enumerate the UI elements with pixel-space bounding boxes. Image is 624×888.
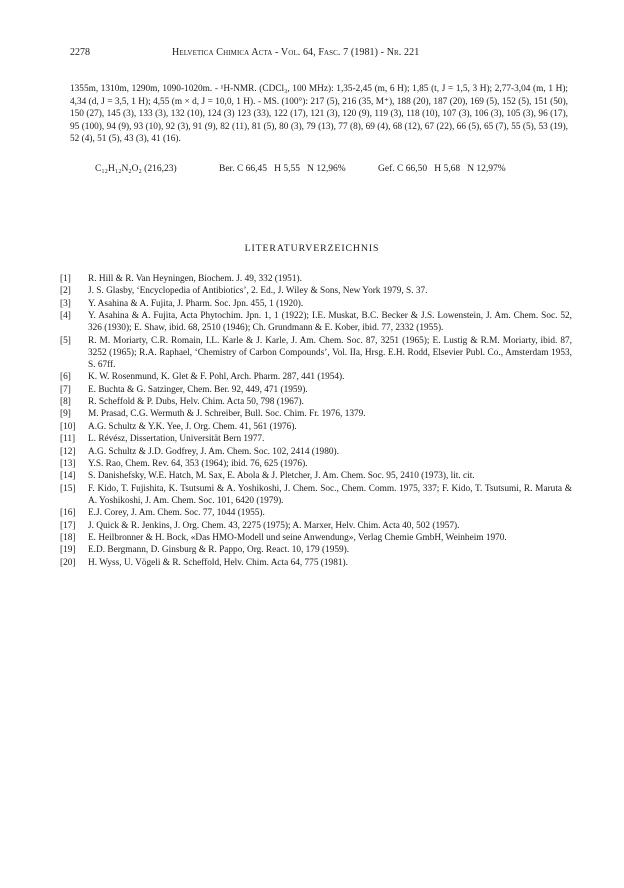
reference-text: J. Quick & R. Jenkins, J. Org. Chem. 43, 2275 (1975); A. Marxer, Helv. Chim. Acta 40, 502 (1957). xyxy=(88,520,460,531)
calculated-values: Ber. C 66,45 H 5,55 N 12,96% xyxy=(219,164,346,174)
reference-text: E.J. Corey, J. Am. Chem. Soc. 77, 1044 (1955). xyxy=(88,508,265,519)
reference-item xyxy=(60,408,572,420)
reference-item xyxy=(60,446,572,458)
reference-number: [11] xyxy=(60,434,76,445)
references-heading: LITERATURVERZEICHNIS xyxy=(244,243,380,254)
reference-number: [14] xyxy=(60,471,76,482)
reference-text: S. Danishefsky, W.E. Hatch, M. Sax, E. Abola & J. Pletcher, J. Am. Chem. Soc. 95, 2410 (1973), lit. cit. xyxy=(88,471,475,482)
reference-item xyxy=(60,310,572,334)
reference-number: [15] xyxy=(60,483,76,494)
reference-item xyxy=(60,273,572,285)
reference-number: [13] xyxy=(60,458,76,469)
reference-text: H. Wyss, U. Vögeli & R. Scheffold, Helv. Chim. Acta 64, 775 (1981). xyxy=(88,557,348,568)
reference-item xyxy=(60,532,572,544)
reference-item xyxy=(60,557,572,569)
reference-item xyxy=(60,371,572,383)
reference-text: M. Prasad, C.G. Wermuth & J. Schreiber, Bull. Soc. Chim. Fr. 1976, 1379. xyxy=(88,409,366,420)
reference-item xyxy=(60,507,572,519)
found-values: Gef. C 66,50 H 5,68 N 12,97% xyxy=(378,164,506,174)
reference-number: [1] xyxy=(60,274,71,284)
reference-number: [6] xyxy=(60,372,71,383)
reference-item xyxy=(60,298,572,310)
journal-citation: Helvetica Chimica Acta - Vol. 64, Fasc. 7 (1981) - Nr. 221 xyxy=(172,47,420,58)
reference-item xyxy=(60,396,572,408)
reference-text: E. Buchta & G. Satzinger, Chem. Ber. 92, 449, 471 (1959). xyxy=(88,384,308,395)
reference-item xyxy=(60,483,572,507)
reference-item xyxy=(60,335,572,371)
reference-number: [7] xyxy=(60,384,71,395)
reference-text: R. Scheffold & P. Dubs, Helv. Chim. Acta 50, 798 (1967). xyxy=(88,397,304,408)
running-header xyxy=(70,46,570,60)
reference-text: E.D. Bergmann, D. Ginsburg & R. Pappo, Org. React. 10, 179 (1959). xyxy=(88,545,350,556)
reference-number: [18] xyxy=(60,533,76,544)
elemental-analysis-line xyxy=(95,162,575,176)
reference-item xyxy=(60,520,572,532)
reference-item xyxy=(60,421,572,433)
reference-number: [9] xyxy=(60,409,71,420)
reference-number: [5] xyxy=(60,335,71,346)
reference-text: Y. Asahina & A. Fujita, J. Pharm. Soc. Jpn. 455, 1 (1920). xyxy=(88,298,304,309)
reference-item xyxy=(60,384,572,396)
reference-text: F. Kido, T. Fujishita, K. Tsutsumi & A. Yoshikoshi, J. Chem. Soc., Chem. Comm. 1975, 337; F. Kido, T. Tsutsumi, R. Maruta & A. Yoshikoshi, J. Am. Chem. Soc. 101, 6420 (1979). xyxy=(88,483,572,506)
reference-text: A.G. Schultz & Y.K. Yee, J. Org. Chem. 41, 561 (1976). xyxy=(88,421,297,432)
reference-item xyxy=(60,433,572,445)
reference-number: [10] xyxy=(60,421,76,432)
reference-text: R. Hill & R. Van Heyningen, Biochem. J. 49, 332 (1951). xyxy=(88,274,302,284)
reference-number: [12] xyxy=(60,446,76,457)
reference-item xyxy=(60,470,572,482)
reference-text: A.G. Schultz & J.D. Godfrey, J. Am. Chem. Soc. 102, 2414 (1980). xyxy=(88,446,339,457)
spectral-data-paragraph: 1355m, 1310m, 1290m, 1090-1020m. - ¹H-NMR. (CDCl₃, 100 MHz): 1,35-2,45 (m, 6 H); 1,85 (t, J = 1,5, 3 H); 2,77-3,04 (m, 1 H); 4,34 (d, J = 3,5, 1 H); 4,55 (m × d, J = 10,0, 1 H). - MS. (100°): 217 (5), 216 (35, M⁺), 188 (20), 187 (20), 169 (5), 152 (5), 151 (50), 150 (27), 145 (3), 133 (3), 132 (10), 124 (3) 123 (33), 122 (17), 121 (3), 120 (9), 119 (3), 118 (10), 107 (3), 106 (3), 105 (3), 96 (17), 95 (100), 94 (9), 93 (10), 92 (3), 91 (9), 82 (11), 81 (5), 80 (3), 79 (13), 77 (8), 69 (4), 68 (12), 67 (22), 66 (5), 65 (7), 55 (5), 53 (19), 52 (4), 51 (5), 43 (3), 41 (16). xyxy=(70,84,568,145)
reference-item xyxy=(60,458,572,470)
reference-number: [20] xyxy=(60,557,76,568)
reference-text: R. M. Moriarty, C.R. Romain, I.L. Karle & J. Karle, J. Am. Chem. Soc. 87, 3251 (1965); E. Lustig & R.M. Moriarty, ibid. 87, 3252 (1965); R.A. Raphael, ‘Chemistry of Carbon Compounds’, Vol. IIa, Hrsg. E.H. Rodd, Elsevier Publ. Co., Amsterdam 1953, S. 67ff. xyxy=(88,335,572,370)
reference-item xyxy=(60,544,572,556)
reference-list xyxy=(60,273,572,569)
reference-item xyxy=(60,285,572,297)
molecular-formula: C₁₂H₁₂N₂O₂ (216,23) xyxy=(95,164,177,174)
reference-text: J. S. Glasby, ‘Encyclopedia of Antibiotics’, 2. Ed., J. Wiley & Sons, New York 1979, S. 37. xyxy=(88,286,428,297)
reference-number: [3] xyxy=(60,298,71,309)
page-number: 2278 xyxy=(70,47,90,58)
reference-text: K. W. Rosenmund, K. Glet & F. Pohl, Arch. Pharm. 287, 441 (1954). xyxy=(88,372,345,383)
reference-number: [16] xyxy=(60,508,76,519)
reference-text: L. Révész, Dissertation, Universität Bern 1977. xyxy=(88,434,265,445)
reference-number: [2] xyxy=(60,286,71,297)
reference-number: [4] xyxy=(60,311,71,322)
reference-number: [19] xyxy=(60,545,76,556)
reference-text: E. Heilbronner & H. Bock, «Das HMO-Modell und seine Anwendung», Verlag Chemie GmbH, Weinheim 1970. xyxy=(88,533,507,544)
reference-text: Y. Asahina & A. Fujita, Acta Phytochim. Jpn. 1, 1 (1922); I.E. Muskat, B.C. Becker & J.S. Lowenstein, J. Am. Chem. Soc. 52, 326 (1930); E. Shaw, ibid. 68, 2510 (1946); Ch. Grundmann & E. Kober, ibid. 77, 2332 (1955). xyxy=(88,311,572,334)
reference-number: [17] xyxy=(60,520,76,531)
reference-number: [8] xyxy=(60,397,71,408)
reference-text: Y.S. Rao, Chem. Rev. 64, 353 (1964); ibid. 76, 625 (1976). xyxy=(88,458,308,469)
